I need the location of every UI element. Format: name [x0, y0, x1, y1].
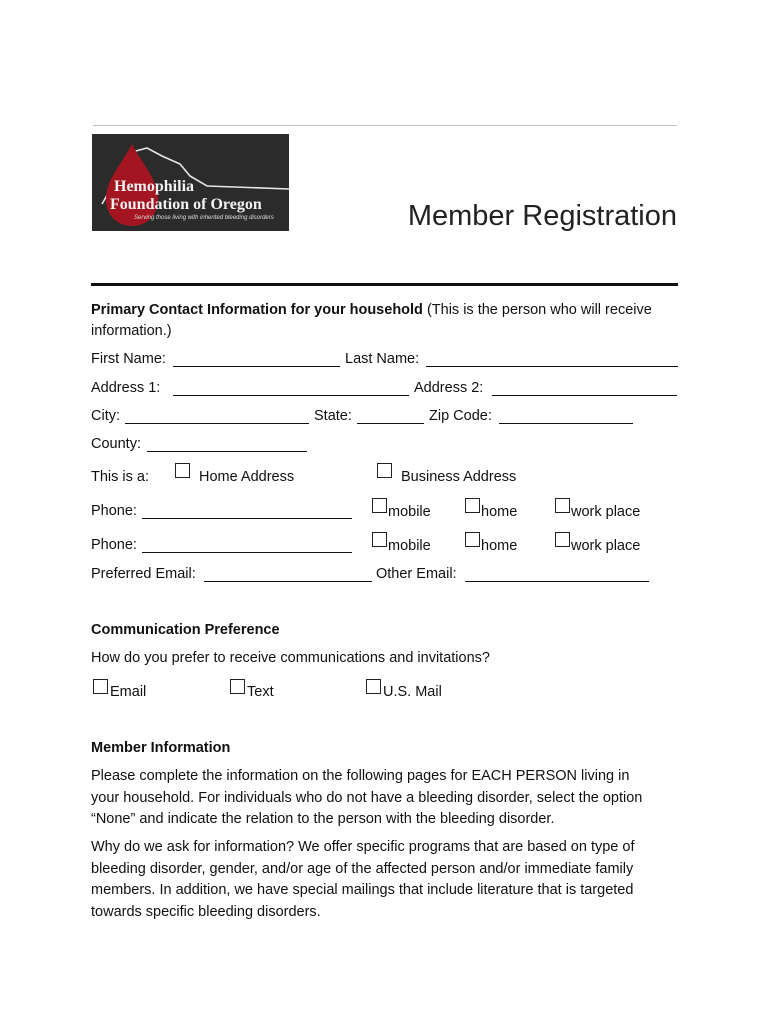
home-address-checkbox[interactable]: [175, 463, 190, 478]
business-address-checkbox[interactable]: [377, 463, 392, 478]
phone1-home-label: home: [481, 504, 518, 520]
address1-label: Address 1:: [91, 380, 161, 396]
para1-line3: “None” and indicate the relation to the person with the bleeding disorder.: [91, 811, 555, 827]
city-label: City:: [91, 408, 120, 424]
first-name-label: First Name:: [91, 351, 166, 367]
phone1-mobile-label: mobile: [388, 504, 431, 520]
phone2-work-checkbox[interactable]: [555, 532, 570, 547]
logo-graphic: [92, 134, 289, 231]
county-label: County:: [91, 436, 141, 452]
communication-question: How do you prefer to receive communications and invitations?: [91, 650, 490, 666]
address2-field[interactable]: [492, 381, 677, 396]
communication-heading: Communication Preference: [91, 622, 280, 638]
first-name-field[interactable]: [173, 352, 340, 367]
para2-line2: bleeding disorder, gender, and/or age of the affected person and/or immediate family: [91, 860, 634, 877]
preferred-email-label: Preferred Email:: [91, 566, 196, 582]
phone2-label: Phone:: [91, 537, 137, 553]
home-address-label: Home Address: [199, 469, 295, 485]
last-name-field[interactable]: [426, 352, 678, 367]
member-info-heading: Member Information: [91, 740, 231, 756]
title-divider: [91, 283, 678, 286]
state-field[interactable]: [357, 409, 424, 424]
county-field[interactable]: [147, 437, 307, 452]
phone2-work-label: work place: [571, 538, 641, 554]
other-email-label: Other Email:: [376, 566, 457, 582]
primary-heading-note: (This is the person who will receive: [426, 302, 652, 318]
phone1-mobile-checkbox[interactable]: [372, 498, 387, 513]
primary-contact-heading: [91, 300, 652, 320]
zip-label: Zip Code:: [429, 408, 492, 424]
logo-line1: Hemophilia: [114, 178, 195, 195]
last-name-label: Last Name:: [345, 351, 420, 367]
member-info-paragraph-2: [91, 837, 634, 923]
address1-field[interactable]: [173, 381, 409, 396]
text-checkbox[interactable]: [230, 679, 245, 694]
mail-checkbox[interactable]: [366, 679, 381, 694]
phone2-mobile-checkbox[interactable]: [372, 532, 387, 547]
para2-line3: members. In addition, we have special mailings that include literature that is targeted: [91, 882, 634, 898]
mail-option-label: U.S. Mail: [383, 684, 442, 700]
email-option-label: Email: [110, 684, 147, 700]
logo-line2: Foundation of Oregon: [110, 196, 262, 213]
primary-heading-note-cont: information.): [91, 323, 172, 339]
foundation-logo: [92, 134, 289, 231]
phone1-work-checkbox[interactable]: [555, 498, 570, 513]
email-checkbox[interactable]: [93, 679, 108, 694]
para1-line1: Please complete the information on the following pages for EACH PERSON living in: [91, 768, 630, 784]
top-divider: [93, 125, 677, 126]
preferred-email-field[interactable]: [204, 567, 372, 582]
state-label: State:: [314, 408, 352, 424]
other-email-field[interactable]: [465, 567, 649, 582]
page-title: Member Registration: [407, 200, 677, 232]
para1-line2: your household. For individuals who do not have a bleeding disorder, select the option: [91, 789, 643, 806]
business-address-label: Business Address: [401, 469, 517, 485]
city-field[interactable]: [125, 409, 309, 424]
address2-label: Address 2:: [414, 380, 484, 396]
phone2-home-label: home: [481, 538, 518, 554]
primary-heading-bold: Primary Contact Information for your household: [91, 302, 423, 318]
phone1-work-label: work place: [571, 504, 641, 520]
para2-line1: Why do we ask for information? We offer specific programs that are based on type of: [91, 839, 635, 855]
phone1-field[interactable]: [142, 504, 352, 519]
phone1-label: Phone:: [91, 503, 137, 519]
text-option-label: Text: [247, 684, 274, 700]
phone2-field[interactable]: [142, 538, 352, 553]
para2-line4: towards specific bleeding disorders.: [91, 903, 321, 920]
member-info-paragraph-1: [91, 766, 642, 831]
logo-tagline: Serving those living with inherited bleeding disorders: [134, 215, 274, 221]
phone2-mobile-label: mobile: [388, 538, 431, 554]
phone1-home-checkbox[interactable]: [465, 498, 480, 513]
phone2-home-checkbox[interactable]: [465, 532, 480, 547]
zip-field[interactable]: [499, 409, 633, 424]
address-type-label: This is a:: [91, 469, 150, 485]
